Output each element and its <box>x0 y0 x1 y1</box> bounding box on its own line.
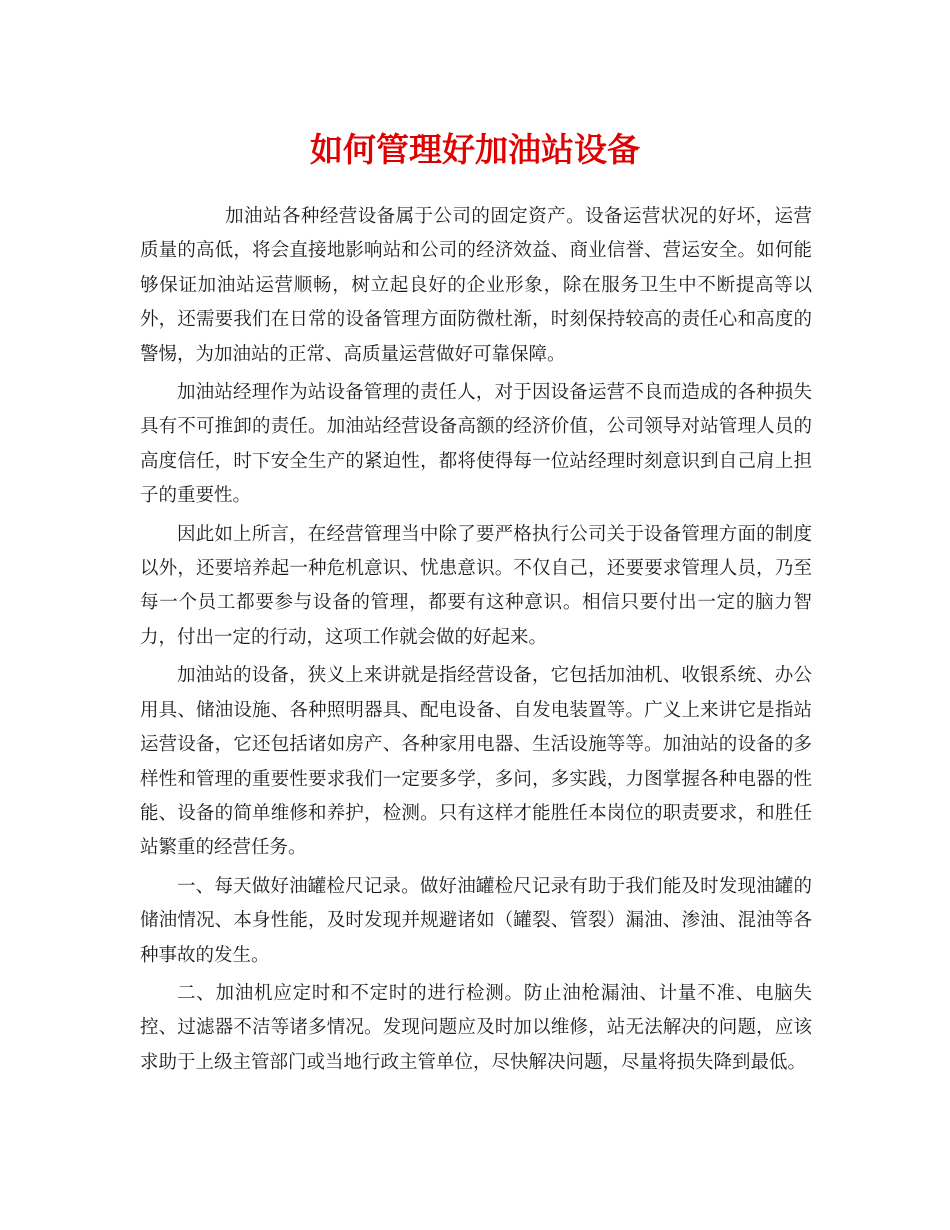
paragraph-intro: 加油站各种经营设备属于公司的固定资产。设备运营状况的好坏，运营质量的高低，将会直接地影响站和公司的经济效益、商业信誉、营运安全。如何能够保证加油站运营顺畅，树立起良好的企业形象，除在服务卫生中不断提高等以外，还需要我们在日常的设备管理方面防微杜渐，时刻保持较高的责任心和高度的警惕，为加油站的正常、高质量运营做好可靠保障。 <box>140 206 812 365</box>
paragraph-tank-gauging: 一、每天做好油罐检尺记录。做好油罐检尺记录有助于我们能及时发现油罐的储油情况、本身性能，及时发现并规避诸如（罐裂、管裂）漏油、渗油、混油等各种事故的发生。 <box>140 875 812 966</box>
document-title: 如何管理好加油站设备 <box>310 130 640 169</box>
document-body <box>140 200 812 1084</box>
paragraph-manager-responsibility: 加油站经理作为站设备管理的责任人，对于因设备运营不良而造成的各种损失具有不可推卸的责任。加油站经营设备高额的经济价值，公司领导对站管理人员的高度信任，时下安全生产的紧迫性，都将使得每一位站经理时刻意识到自己肩上担子的重要性。 <box>140 382 812 507</box>
paragraph-risk-awareness: 因此如上所言，在经营管理当中除了要严格执行公司关于设备管理方面的制度以外，还要培养起一种危机意识、忧患意识。不仅自己，还要要求管理人员，乃至每一个员工都要参与设备的管理，都要有这种意识。相信只要付出一定的脑力智力，付出一定的行动，这项工作就会做的好起来。 <box>140 523 812 648</box>
paragraph-equipment-scope: 加油站的设备，狭义上来讲就是指经营设备，它包括加油机、收银系统、办公用具、储油设施、各种照明器具、配电设备、自发电装置等。广义上来讲它是指站运营设备，它还包括诸如房产、各种家用电器、生活设施等等。加油站的设备的多样性和管理的重要性要求我们一定要多学，多问，多实践，力图掌握各种电器的性能、设备的简单维修和养护，检测。只有这样才能胜任本岗位的职责要求，和胜任站繁重的经营任务。 <box>140 665 812 859</box>
paragraph-dispenser-testing: 二、加油机应定时和不定时的进行检测。防止油枪漏油、计量不准、电脑失控、过滤器不洁等诸多情况。发现问题应及时加以维修，站无法解决的问题，应该求助于上级主管部门或当地行政主管单位，尽快解决问题，尽量将损失降到最低。 <box>140 982 812 1073</box>
